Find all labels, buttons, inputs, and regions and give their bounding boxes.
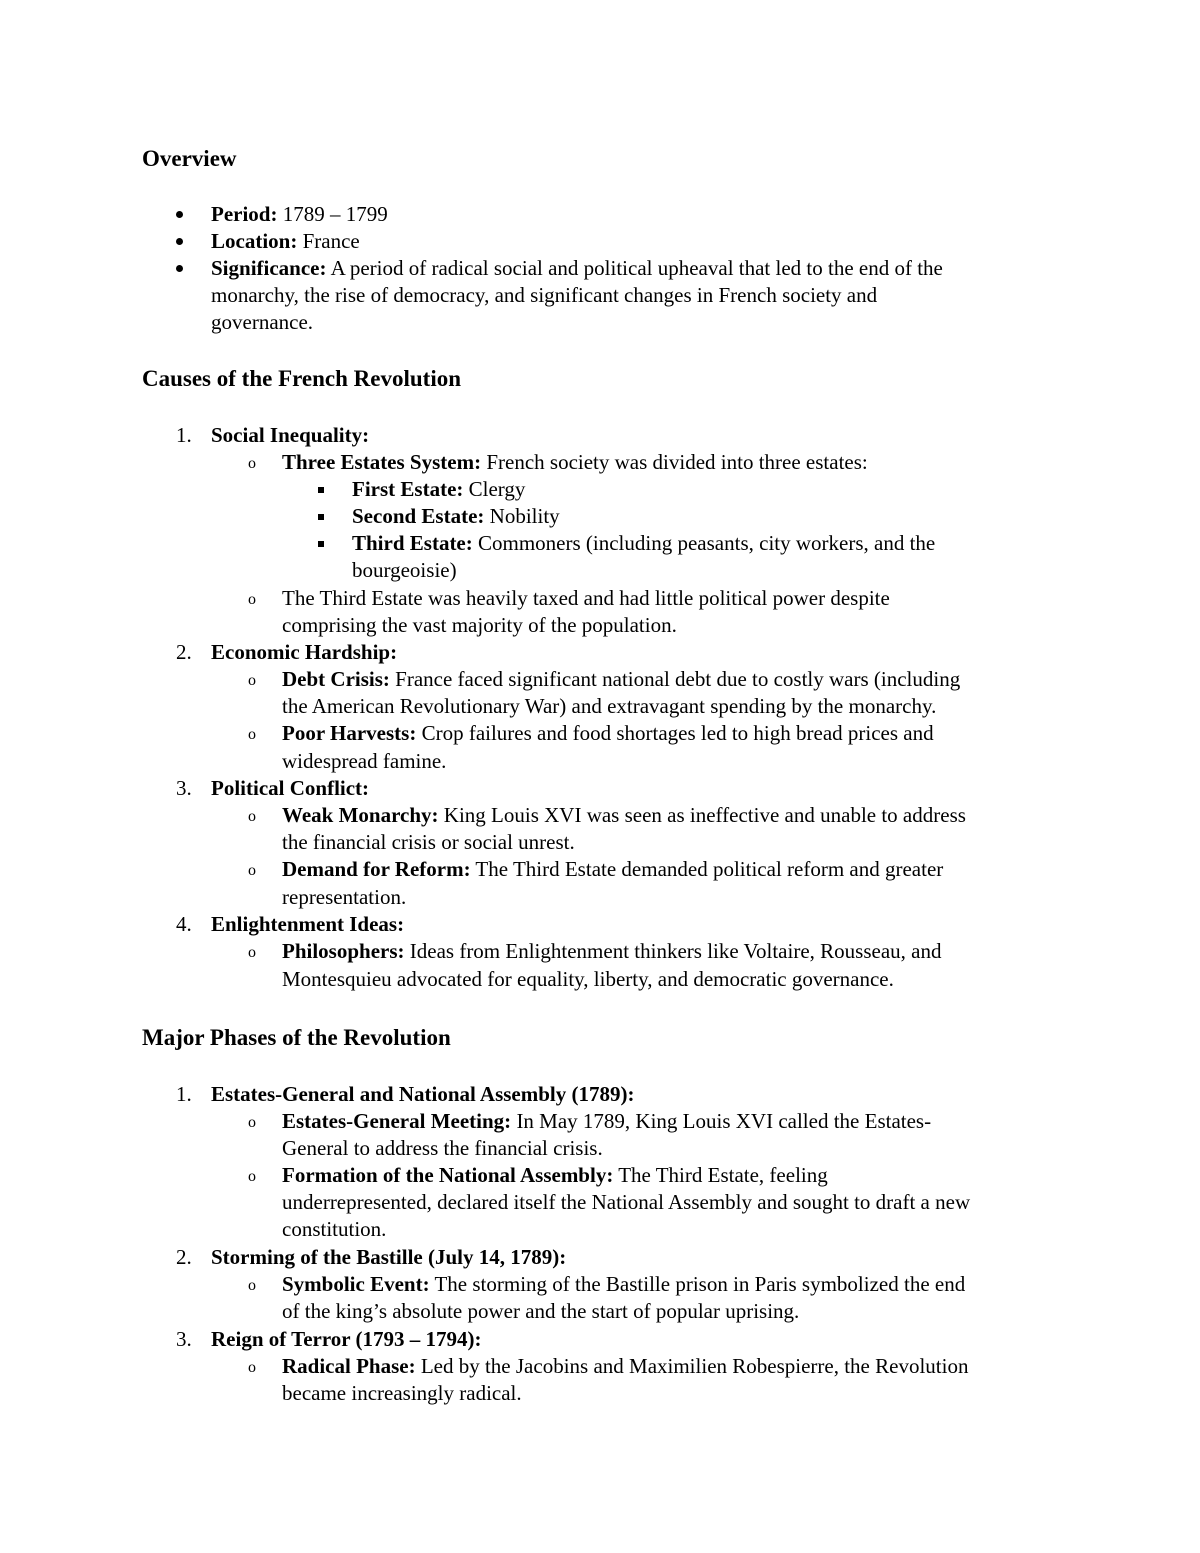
debt-line <box>282 666 960 693</box>
cause-title <box>211 639 397 666</box>
philosophers-line <box>282 938 941 965</box>
list-number: 2. <box>176 1245 192 1269</box>
phase-title-text: Estates-General and National Assembly (1789): <box>211 1082 635 1106</box>
meeting-line: General to address the financial crisis. <box>282 1136 603 1160</box>
three-estates-line <box>282 449 868 476</box>
harvest-line <box>282 720 934 747</box>
reform-text: The Third Estate demanded political reform and greater <box>470 857 944 881</box>
harvest-line: widespread famine. <box>282 749 447 773</box>
formation-text: The Third Estate, feeling <box>613 1163 828 1187</box>
sub-bullet-o: o <box>248 1114 256 1131</box>
philosophers-line: Montesquieu advocated for equality, liberty, and democratic governance. <box>282 967 894 991</box>
phase-title-text: Reign of Terror (1793 – 1794): <box>211 1327 482 1351</box>
square-bullet <box>318 487 324 493</box>
period-label: Period: <box>211 202 278 226</box>
harvest-label: Poor Harvests: <box>282 721 417 745</box>
phase-title-text: Storming of the Bastille (July 14, 1789): <box>211 1245 567 1269</box>
radical-label: Radical Phase: <box>282 1354 416 1378</box>
reform-line <box>282 856 943 883</box>
cause-title-text: Political Conflict: <box>211 776 370 800</box>
sub-bullet-o: o <box>248 944 256 961</box>
significance-line: monarchy, the rise of democracy, and significant changes in French society and <box>211 283 878 307</box>
cause-title <box>211 775 369 802</box>
phase-title <box>211 1326 481 1353</box>
weak-monarchy-text: King Louis XVI was seen as ineffective and unable to address <box>438 803 966 827</box>
list-number: 4. <box>176 912 192 936</box>
sub-bullet-o: o <box>248 1359 256 1376</box>
taxed-line: comprising the vast majority of the population. <box>282 613 677 637</box>
three-estates-text: French society was divided into three estates: <box>481 450 868 474</box>
third-estate-text: Commoners (including peasants, city workers, and the <box>472 531 936 555</box>
symbolic-text: The storming of the Bastille prison in Paris symbolized the end <box>429 1272 966 1296</box>
third-estate-line <box>352 530 935 557</box>
formation-line: constitution. <box>282 1217 387 1241</box>
sub-bullet-o: o <box>248 591 256 608</box>
reform-label: Demand for Reform: <box>282 857 471 881</box>
sub-bullet-o: o <box>248 808 256 825</box>
third-estate-label: Third Estate: <box>352 531 473 555</box>
bullet-dot <box>176 211 183 218</box>
period-line <box>211 201 388 228</box>
meeting-text: In May 1789, King Louis XVI called the Estates- <box>511 1109 932 1133</box>
symbolic-label: Symbolic Event: <box>282 1272 430 1296</box>
third-estate-line: bourgeoisie) <box>352 558 457 582</box>
cause-title <box>211 422 369 449</box>
second-estate-line <box>352 503 560 530</box>
period-value: 1789 – 1799 <box>277 202 388 226</box>
overview-heading: Overview <box>142 146 237 171</box>
causes-heading: Causes of the French Revolution <box>142 366 462 391</box>
location-line <box>211 228 360 255</box>
list-number: 3. <box>176 776 192 800</box>
list-number: 1. <box>176 423 192 447</box>
formation-label: Formation of the National Assembly: <box>282 1163 614 1187</box>
philosophers-label: Philosophers: <box>282 939 405 963</box>
weak-monarchy-line: the financial crisis or social unrest. <box>282 830 575 854</box>
meeting-label: Estates-General Meeting: <box>282 1109 512 1133</box>
phases-heading: Major Phases of the Revolution <box>142 1025 451 1050</box>
bullet-dot <box>176 265 183 272</box>
phase-title <box>211 1244 566 1271</box>
bullet-dot <box>176 238 183 245</box>
cause-title-text: Social Inequality: <box>211 423 370 447</box>
first-estate-line <box>352 476 525 503</box>
symbolic-line: of the king’s absolute power and the start of popular uprising. <box>282 1299 800 1323</box>
first-estate-label: First Estate: <box>352 477 464 501</box>
three-estates-label: Three Estates System: <box>282 450 482 474</box>
list-number: 2. <box>176 640 192 664</box>
second-estate-text: Nobility <box>484 504 560 528</box>
debt-line: the American Revolutionary War) and extravagant spending by the monarchy. <box>282 694 937 718</box>
significance-line <box>211 255 943 282</box>
taxed-line: The Third Estate was heavily taxed and had little political power despite <box>282 586 890 610</box>
sub-bullet-o: o <box>248 1277 256 1294</box>
reform-line: representation. <box>282 885 407 909</box>
sub-bullet-o: o <box>248 672 256 689</box>
list-number: 1. <box>176 1082 192 1106</box>
weak-monarchy-line <box>282 802 966 829</box>
first-estate-text: Clergy <box>463 477 526 501</box>
phase-title <box>211 1081 635 1108</box>
significance-label: Significance: <box>211 256 327 280</box>
radical-line: became increasingly radical. <box>282 1381 522 1405</box>
symbolic-line <box>282 1271 965 1298</box>
harvest-text: Crop failures and food shortages led to high bread prices and <box>416 721 934 745</box>
significance-line: governance. <box>211 310 314 334</box>
list-number: 3. <box>176 1327 192 1351</box>
debt-text: France faced significant national debt due to costly wars (including <box>389 667 961 691</box>
formation-line: underrepresented, declared itself the National Assembly and sought to draft a new <box>282 1190 971 1214</box>
weak-monarchy-label: Weak Monarchy: <box>282 803 439 827</box>
sub-bullet-o: o <box>248 862 256 879</box>
radical-line <box>282 1353 968 1380</box>
philosophers-text: Ideas from Enlightenment thinkers like Voltaire, Rousseau, and <box>404 939 942 963</box>
significance-text: A period of radical social and political upheaval that led to the end of the <box>326 256 943 280</box>
sub-bullet-o: o <box>248 1168 256 1185</box>
second-estate-label: Second Estate: <box>352 504 485 528</box>
location-label: Location: <box>211 229 298 253</box>
sub-bullet-o: o <box>248 726 256 743</box>
cause-title-text: Economic Hardship: <box>211 640 398 664</box>
square-bullet <box>318 541 324 547</box>
formation-line <box>282 1162 828 1189</box>
meeting-line <box>282 1108 931 1135</box>
debt-label: Debt Crisis: <box>282 667 390 691</box>
cause-title-text: Enlightenment Ideas: <box>211 912 405 936</box>
sub-bullet-o: o <box>248 455 256 472</box>
location-value: France <box>297 229 360 253</box>
radical-text: Led by the Jacobins and Maximilien Robespierre, the Revolution <box>415 1354 969 1378</box>
square-bullet <box>318 514 324 520</box>
cause-title <box>211 911 404 938</box>
